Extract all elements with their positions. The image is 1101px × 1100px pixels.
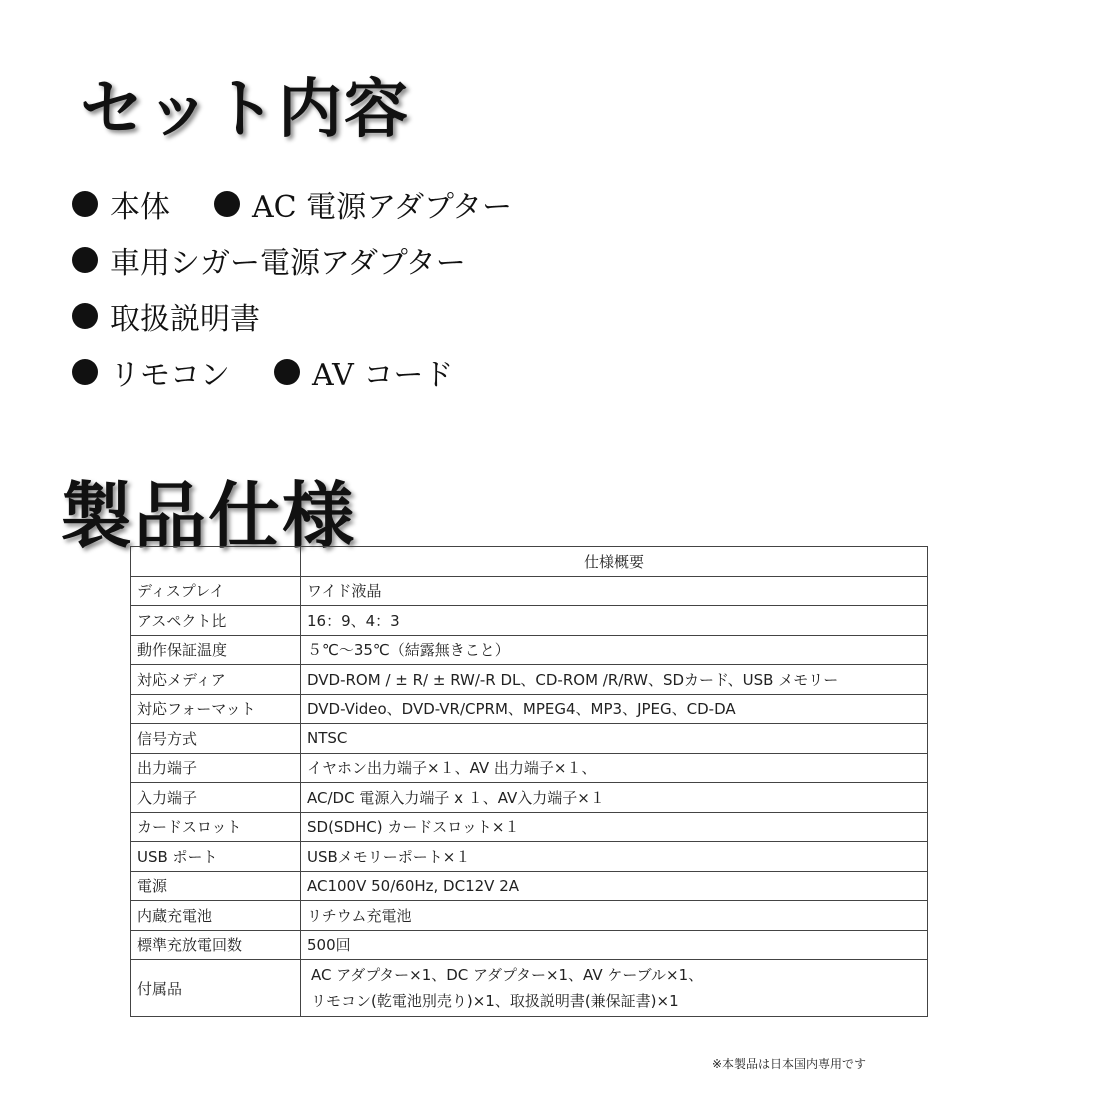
set-item — [72, 182, 170, 226]
spec-label-cell: アスペクト比 — [131, 606, 301, 636]
table-row — [131, 635, 928, 665]
table-row — [131, 724, 928, 754]
spec-label-cell: 出力端子 — [131, 753, 301, 783]
bullet-icon — [274, 359, 300, 385]
table-row — [131, 901, 928, 931]
spec-value-cell: リチウム充電池 — [301, 901, 928, 931]
spec-label-cell: USB ポート — [131, 842, 301, 872]
spec-label-cell: ディスプレイ — [131, 576, 301, 606]
spec-value-cell: ５℃〜35℃（結露無きこと） — [301, 635, 928, 665]
spec-value-cell: 16：9、4：3 — [301, 606, 928, 636]
set-item — [72, 350, 230, 394]
bullet-icon — [214, 191, 240, 217]
table-row — [131, 606, 928, 636]
spec-label-cell: 入力端子 — [131, 783, 301, 813]
set-item — [72, 238, 466, 282]
table-row — [131, 871, 928, 901]
set-item — [274, 350, 453, 394]
set-item-label: 取扱説明書 — [110, 302, 260, 337]
spec-value-cell: AC/DC 電源入力端子 x １、AV入力端子×１ — [301, 783, 928, 813]
spec-value-cell: SD(SDHC) カードスロット×１ — [301, 812, 928, 842]
set-contents-list — [72, 176, 672, 400]
spec-value-cell: DVD-ROM / ± R/ ± RW/-R DL、CD-ROM /R/RW、SDカード、USB メモリー — [301, 665, 928, 695]
table-row — [131, 930, 928, 960]
table-row — [131, 694, 928, 724]
set-item — [214, 182, 512, 226]
set-item-label: リモコン — [110, 358, 230, 393]
table-row — [131, 960, 928, 1017]
spec-label-cell: 対応メディア — [131, 665, 301, 695]
spec-label-cell: 動作保証温度 — [131, 635, 301, 665]
spec-label-cell: 付属品 — [131, 960, 301, 1017]
spec-value-cell: AC100V 50/60Hz, DC12V 2A — [301, 871, 928, 901]
spec-header-summary: 仕様概要 — [301, 547, 928, 577]
spec-value-cell: AC アダプター×1、DC アダプター×1、AV ケーブル×1、 リモコン(乾電池別売り)×1、取扱説明書(兼保証書)×1 — [301, 960, 928, 1017]
bullet-icon — [72, 247, 98, 273]
spec-table-header — [131, 547, 928, 577]
table-row — [131, 753, 928, 783]
set-row — [72, 232, 672, 288]
table-row — [131, 576, 928, 606]
spec-value-cell: ワイド液晶 — [301, 576, 928, 606]
spec-value-cell: 500回 — [301, 930, 928, 960]
set-item-label: 車用シガー電源アダプター — [110, 246, 466, 281]
domestic-use-note: ※本製品は日本国内専用です — [712, 1057, 867, 1071]
spec-label-cell: 電源 — [131, 871, 301, 901]
spec-label-cell: 内蔵充電池 — [131, 901, 301, 931]
spec-table — [130, 546, 928, 1017]
spec-label-cell: カードスロット — [131, 812, 301, 842]
set-item-label: AV コード — [312, 358, 454, 393]
set-item-label: AC 電源アダプター — [252, 190, 512, 225]
spec-value-cell: USBメモリーポート×１ — [301, 842, 928, 872]
spec-value-cell: イヤホン出力端子×１、AV 出力端子×１、 — [301, 753, 928, 783]
table-row — [131, 665, 928, 695]
spec-value-cell: NTSC — [301, 724, 928, 754]
bullet-icon — [72, 303, 98, 329]
spec-label-cell: 対応フォーマット — [131, 694, 301, 724]
set-row — [72, 344, 672, 400]
set-item — [72, 294, 260, 338]
set-row — [72, 176, 672, 232]
set-contents-title: セット内容 — [80, 72, 410, 147]
spec-header-label — [131, 547, 301, 577]
bullet-icon — [72, 359, 98, 385]
spec-label-cell: 標準充放電回数 — [131, 930, 301, 960]
table-row — [131, 842, 928, 872]
bullet-icon — [72, 191, 98, 217]
spec-value-cell: DVD-Video、DVD-VR/CPRM、MPEG4、MP3、JPEG、CD-DA — [301, 694, 928, 724]
spec-label-cell: 信号方式 — [131, 724, 301, 754]
set-row — [72, 288, 672, 344]
set-item-label: 本体 — [110, 190, 170, 225]
specifications-title: 製品仕様 — [60, 473, 357, 558]
table-row — [131, 783, 928, 813]
table-row — [131, 812, 928, 842]
